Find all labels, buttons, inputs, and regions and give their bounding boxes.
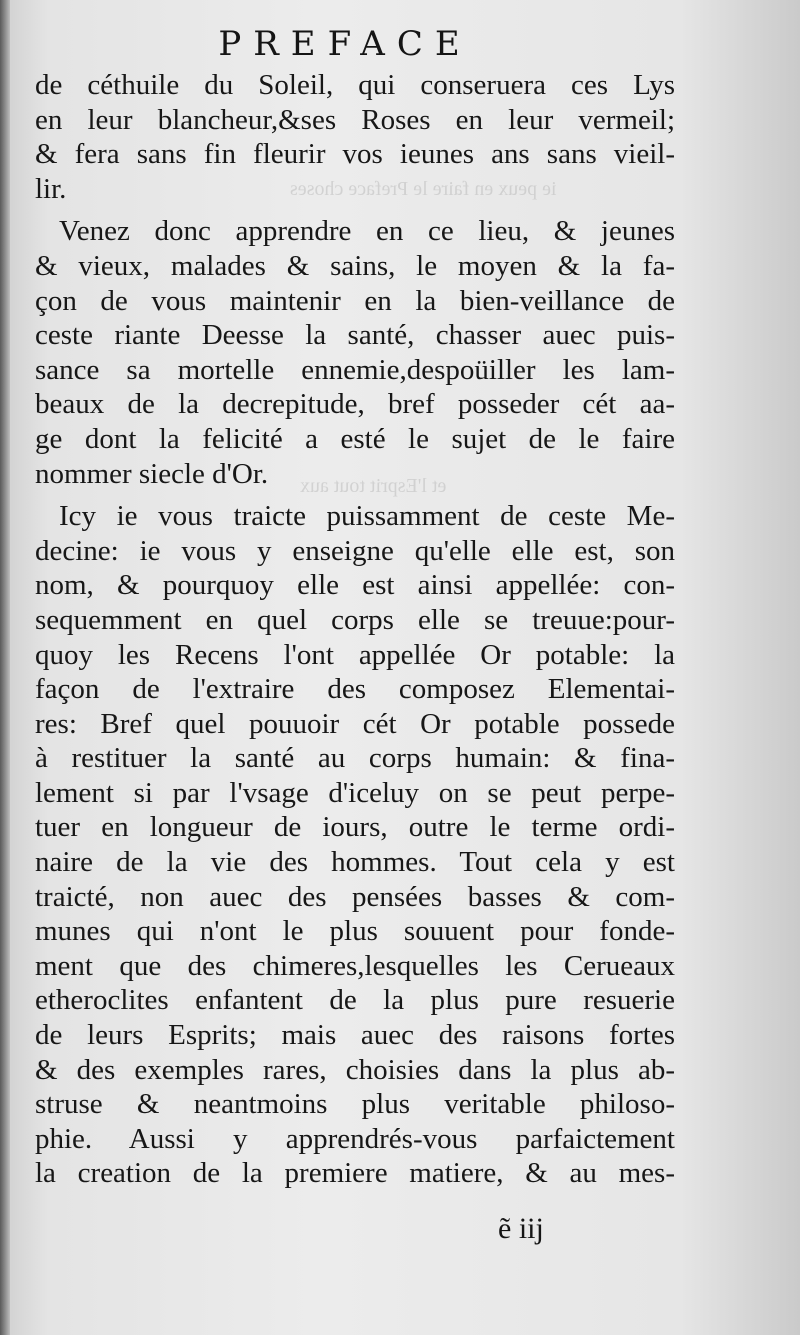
text-line: lir. xyxy=(35,172,67,205)
text-line: à restituer la santé au corps humain: & fina- xyxy=(35,742,675,775)
text-line: de leurs Esprits; mais auec des raisons fortes xyxy=(35,1019,675,1052)
text-line: beaux de la decrepitude, bref posseder cét aa- xyxy=(35,388,675,421)
text-line: phie. Aussi y apprendrés-vous parfaictement xyxy=(35,1122,675,1155)
text-line: Icy ie vous traicte puissamment de ceste Me- xyxy=(59,500,675,533)
text-line: decine: ie vous y enseigne qu'elle elle est, son xyxy=(35,534,675,567)
paragraph-1 xyxy=(35,68,675,206)
text-line: struse & neantmoins plus veritable philoso- xyxy=(35,1088,675,1121)
page-spine-shadow xyxy=(0,0,10,1335)
body-text xyxy=(35,68,675,1191)
text-line: çon de vous maintenir en la bien-veillance de xyxy=(35,284,675,317)
text-line: ceste riante Deesse la santé, chasser auec puis- xyxy=(35,319,675,352)
text-line: & fera sans fin fleurir vos ieunes ans sans vieil- xyxy=(35,138,675,171)
show-through-text: et l'Esprit tout aux xyxy=(300,475,447,497)
text-line: ge dont la felicité a esté le sujet de le faire xyxy=(35,422,675,455)
text-line: nommer siecle d'Or. xyxy=(35,457,269,490)
text-line: res: Bref quel pouuoir cét Or potable possede xyxy=(35,707,675,740)
text-line: sance sa mortelle ennemie,despoüiller les lam- xyxy=(35,353,675,386)
paragraph-gap xyxy=(35,206,675,214)
text-line: sequemment en quel corps elle se treuue:pour- xyxy=(35,603,675,636)
text-line: Venez donc apprendre en ce lieu, & jeunes xyxy=(59,215,675,248)
text-line: la creation de la premiere matiere, & au mes- xyxy=(35,1157,675,1190)
paragraph-2 xyxy=(35,214,675,491)
text-line: naire de la vie des hommes. Tout cela y est xyxy=(35,846,675,879)
text-line: etheroclites enfantent de la plus pure resuerie xyxy=(35,984,675,1017)
text-line: & des exemples rares, choisies dans la plus ab- xyxy=(35,1053,675,1086)
signature-mark: ẽ iij xyxy=(498,1212,544,1245)
text-line: de céthuile du Soleil, qui conseruera ces Lys xyxy=(35,69,675,101)
text-line: en leur blancheur,&ses Roses en leur vermeil; xyxy=(35,103,675,136)
paragraph-gap xyxy=(35,491,675,499)
paragraph-3 xyxy=(35,499,675,1191)
text-line: lement si par l'vsage d'iceluy on se peut perpe- xyxy=(35,776,675,809)
text-line: & vieux, malades & sains, le moyen & la fa- xyxy=(35,249,675,282)
text-line: nom, & pourquoy elle est ainsi appellée: con- xyxy=(35,569,675,602)
text-line: traicté, non auec des pensées basses & com- xyxy=(35,880,675,913)
text-line: quoy les Recens l'ont appellée Or potable: la xyxy=(35,638,675,671)
show-through-text: ie peux en faire le Preface choses xyxy=(290,178,557,200)
text-line: tuer en longueur de iours, outre le terme ordi- xyxy=(35,811,675,844)
text-line: ment que des chimeres,lesquelles les Cerueaux xyxy=(35,949,675,982)
text-line: façon de l'extraire des composez Elementai- xyxy=(35,673,675,706)
running-head: PREFACE xyxy=(218,24,472,64)
text-line: munes qui n'ont le plus souuent pour fonde- xyxy=(35,915,675,948)
